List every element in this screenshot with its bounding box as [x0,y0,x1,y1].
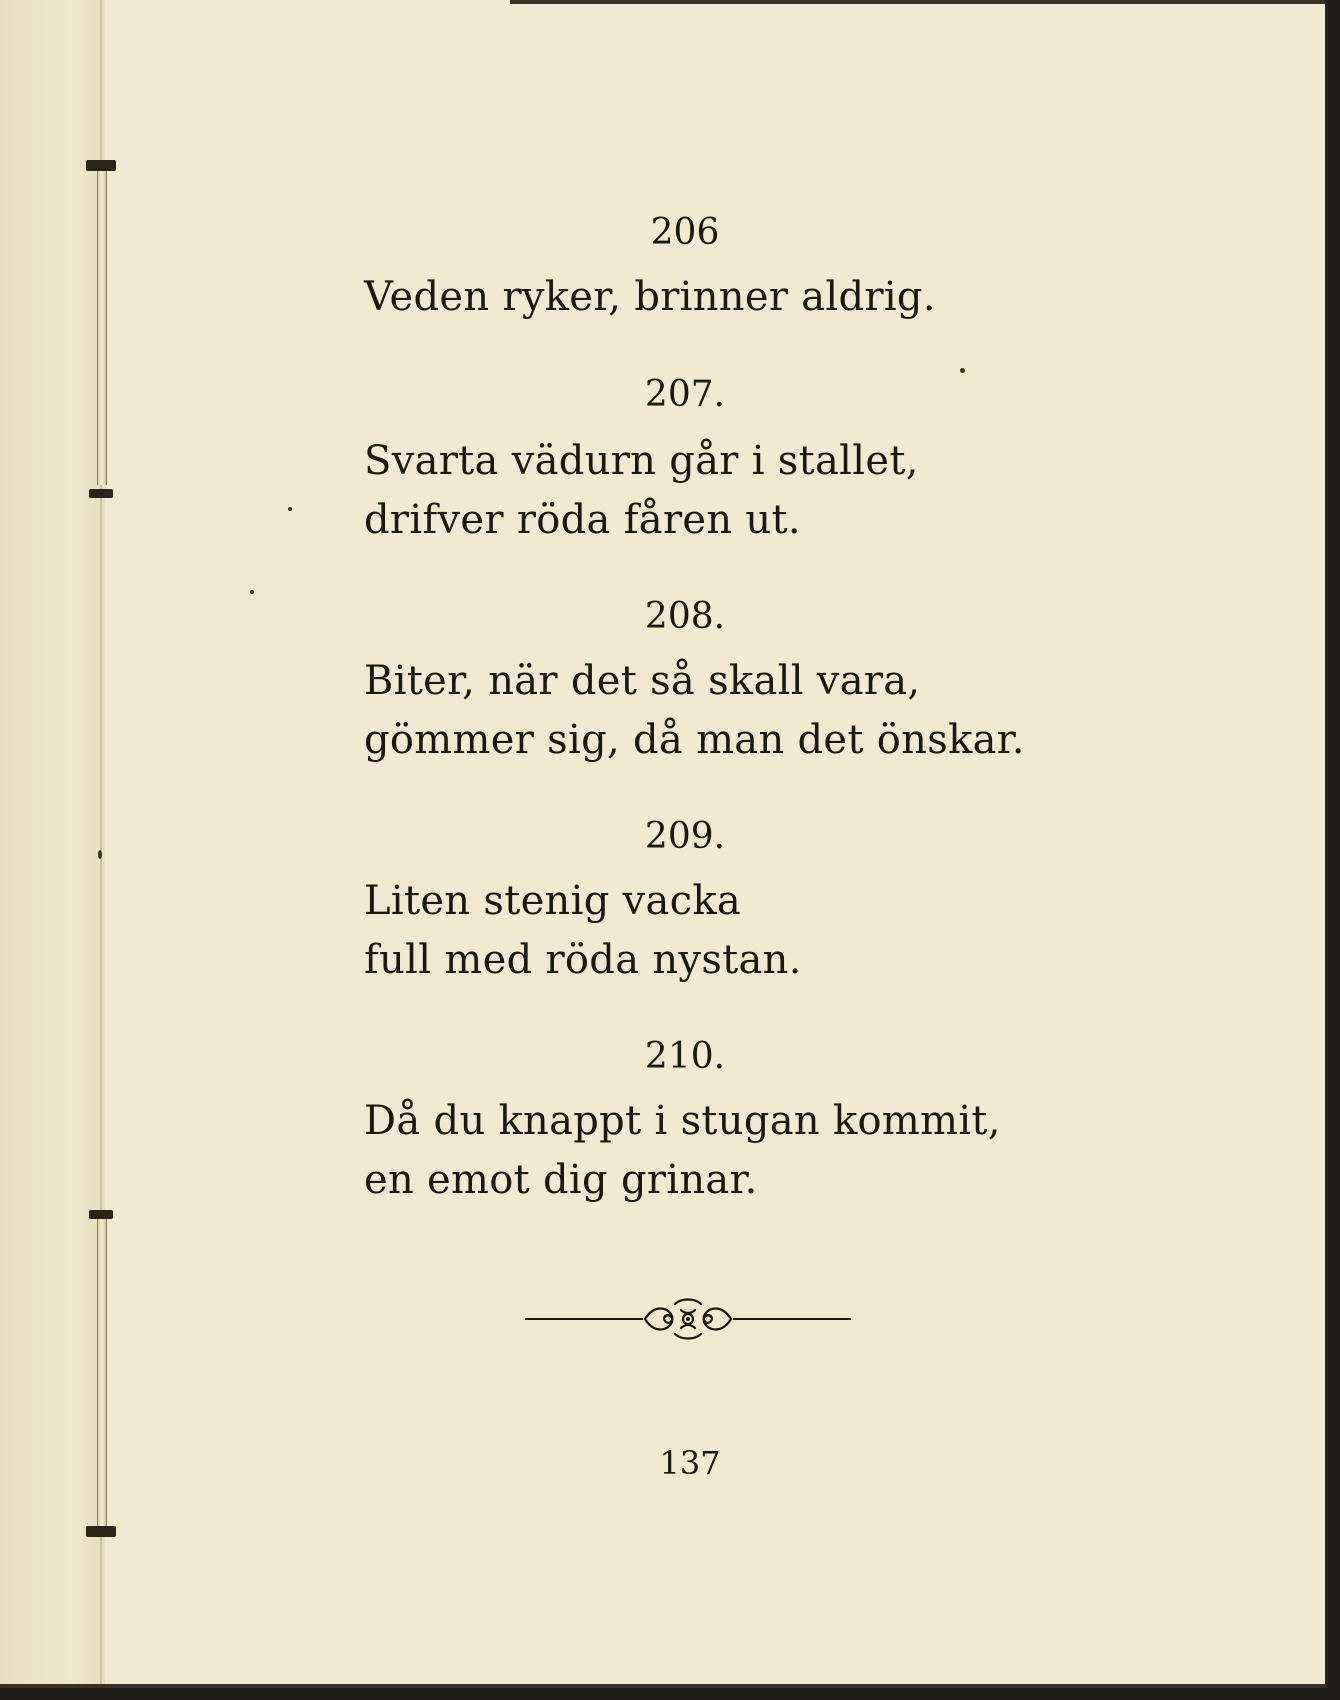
riddle-line: en emot dig grinar. [364,1157,758,1203]
riddle-line: gömmer sig, då man det önskar. [364,717,1025,763]
riddle-line: full med röda nystan. [364,937,802,983]
riddle-text-block: 206 Veden ryker, brinner aldrig. 207. Svarta vädurn går i stallet, drifver röda fåren ut. 208. Biter, när det så skall vara, gömmer sig, då man det önskar. 209. Liten stenig vacka full med röda nystan. 210. Då du knappt i stugan kommit, en emot dig grinar. 137 [364,212,1025,1482]
riddle-line: Veden ryker, brinner aldrig. [364,274,936,320]
riddle-line: Svarta vädurn går i stallet, [364,438,919,484]
riddle-line: Då du knappt i stugan kommit, [364,1098,1001,1144]
riddle-line: Biter, när det så skall vara, [364,658,921,704]
ornamental-divider-icon [525,1294,851,1344]
riddle-line: drifver röda fåren ut. [364,497,801,543]
riddle-line: Liten stenig vacka [364,878,742,924]
